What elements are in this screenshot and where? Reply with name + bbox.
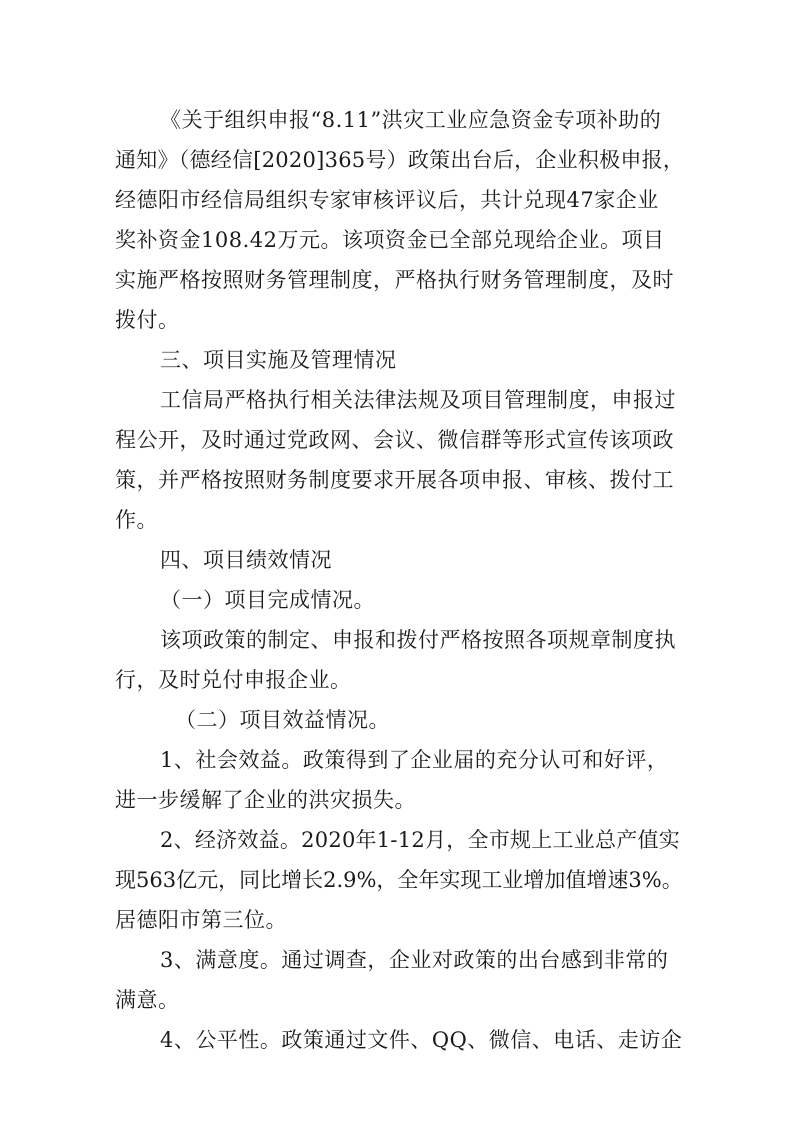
paragraph-line: 拨付。 [115, 308, 180, 332]
paragraph-line: 作。 [115, 508, 158, 532]
paragraph-line: 该项政策的制定、申报和拨付严格按照各项规章制度执 [160, 628, 676, 652]
paragraph-line: 程公开，及时通过党政网、会议、微信群等形式宣传该项政 [115, 428, 674, 452]
paragraph-line: 3、满意度。通过调查，企业对政策的出台感到非常的 [160, 948, 669, 972]
paragraph-line: 2、经济效益。2020年1-12月，全市规上工业总产值实 [160, 828, 680, 852]
subsection-heading: （一）项目完成情况。 [160, 588, 375, 612]
paragraph-line: 经德阳市经信局组织专家审核评议后，共计兑现47家企业 [115, 188, 659, 212]
paragraph-line: 现563亿元，同比增长2.9%，全年实现工业增加值增速3%。 [115, 868, 683, 892]
paragraph-line: 进一步缓解了企业的洪灾损失。 [115, 788, 416, 812]
paragraph-line: 居德阳市第三位。 [115, 908, 287, 932]
subsection-heading: （二）项目效益情况。 [175, 708, 390, 732]
paragraph-line: 策，并严格按照财务制度要求开展各项申报、审核、拨付工 [115, 468, 674, 492]
paragraph-line: 工信局严格执行相关法律法规及项目管理制度，申报过 [160, 388, 676, 412]
section-heading: 三、项目实施及管理情况 [160, 348, 397, 372]
paragraph-line: 奖补资金108.42万元。该项资金已全部兑现给企业。项目 [115, 228, 665, 252]
paragraph-line: 1、社会效益。政策得到了企业届的充分认可和好评， [160, 748, 669, 772]
paragraph-line: 行，及时兑付申报企业。 [115, 668, 352, 692]
paragraph-line: 《关于组织申报“8.11”洪灾工业应急资金专项补助的 [160, 108, 662, 132]
paragraph-line: 满意。 [115, 988, 180, 1012]
section-heading: 四、项目绩效情况 [160, 548, 332, 572]
paragraph-line: 4、公平性。政策通过文件、QQ、微信、电话、走访企 [160, 1028, 683, 1052]
paragraph-line: 实施严格按照财务管理制度，严格执行财务管理制度，及时 [115, 268, 674, 292]
paragraph-line: 通知》（德经信[2020]365号）政策出台后，企业积极申报， [115, 148, 685, 172]
